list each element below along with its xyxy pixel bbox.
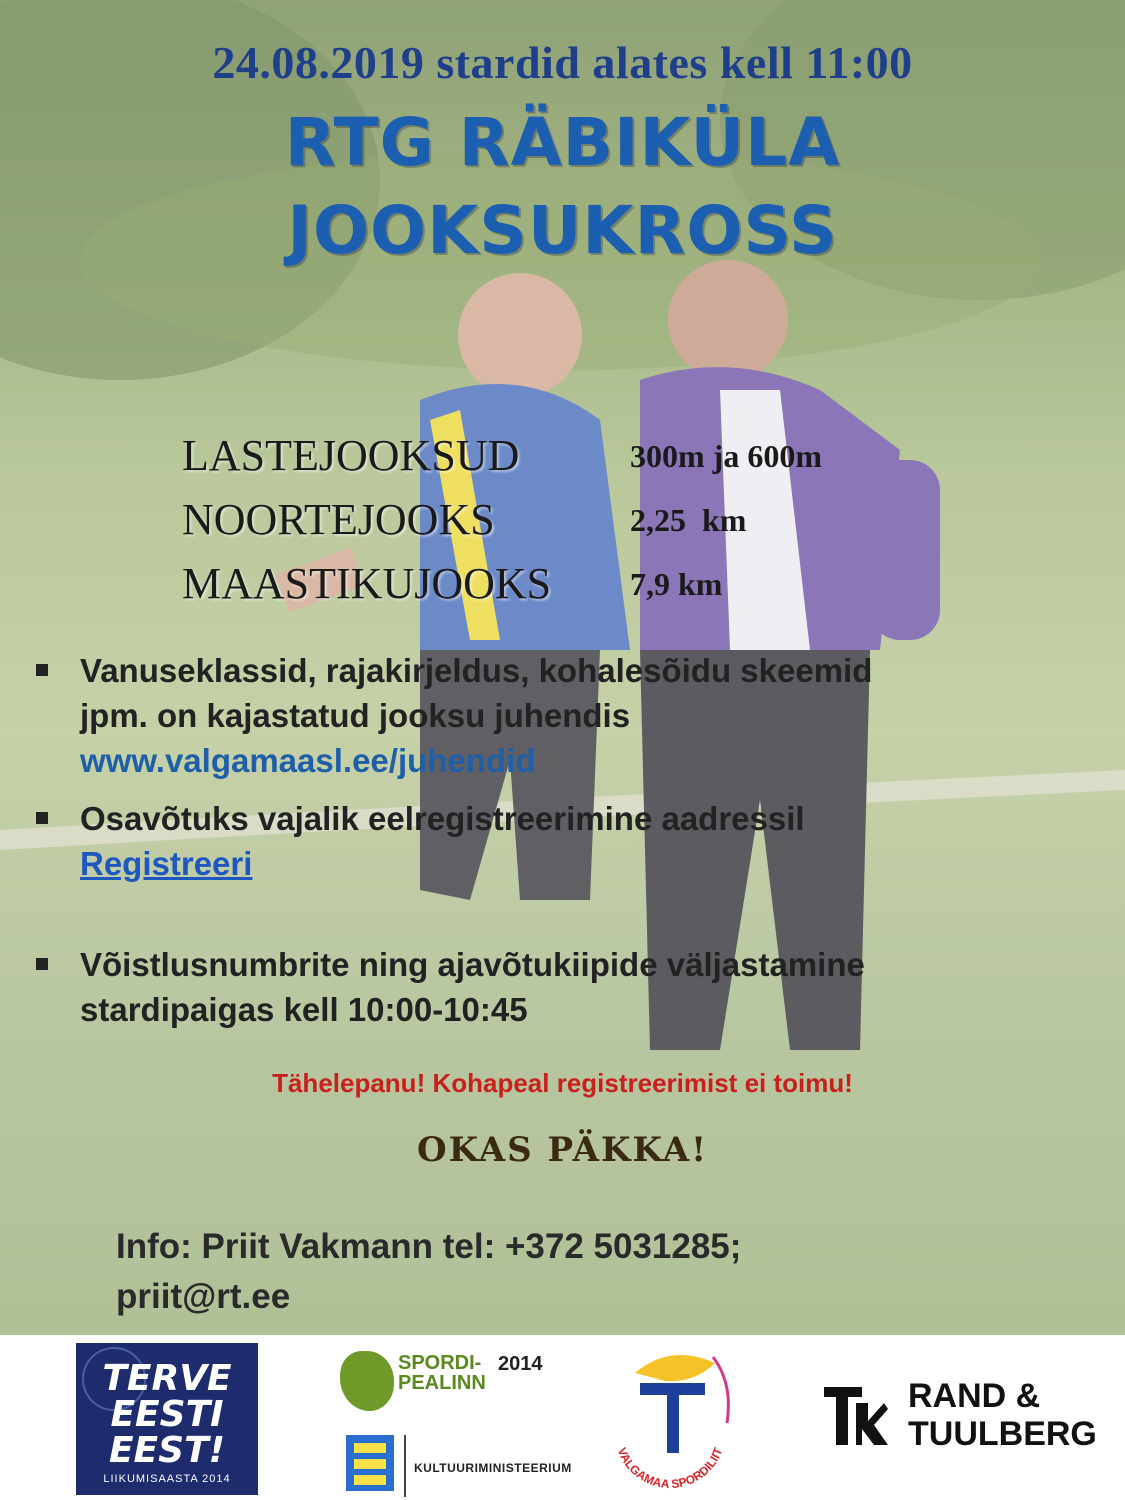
race-distance: 7,9 km (630, 566, 723, 602)
info-bullet-numbers (80, 942, 865, 1032)
sponsor-footer: TERVE EESTI EEST! LIIKUMISAASTA 2014 SPORDI- PEALINN 2014 KULTUURIMINISTEERIUM VALGAMAA SPORDILIIT RAND & TUULBERG (0, 1335, 1125, 1500)
bullet-text: Osavõtuks vajalik eelregistreerimine aadressil (80, 800, 805, 837)
info-bullet-guide (80, 648, 872, 783)
guide-link[interactable]: www.valgamaasl.ee/juhendid (80, 742, 536, 779)
bullet-marker (36, 664, 48, 676)
contact-line: Info: Priit Vakmann tel: +372 5031285; (116, 1227, 742, 1266)
race-name: LASTEJOOKSUD (182, 431, 520, 480)
lions-crest-icon (346, 1435, 394, 1491)
race-distance: 2,25 km (630, 502, 747, 538)
event-date-line: 24.08.2019 stardid alates kell 11:00 (212, 37, 913, 88)
bullet-text: jpm. on kajastatud jooksu juhendis (80, 697, 631, 734)
contact-info (116, 1222, 741, 1322)
valgamaa-spordiliit-logo (595, 1343, 745, 1493)
race-name: MAASTIKUJOOKS (182, 559, 552, 608)
bullet-marker (36, 958, 48, 970)
warning-text: Tähelepanu! Kohapeal registreerimist ei toimu! (272, 1068, 853, 1098)
event-title-line1: RTG RÄBIKÜLA (284, 104, 841, 181)
spordipealinn-logo: SPORDI- PEALINN 2014 (338, 1345, 558, 1417)
runner-figure-icon (340, 1351, 394, 1411)
svg-text:VALGAMAA SPORDILIIT: VALGAMAA SPORDILIIT (614, 1445, 726, 1492)
rt-mark-icon (822, 1383, 888, 1449)
bullet-text: Võistlusnumbrite ning ajavõtukiipide väljastamine (80, 946, 865, 983)
bullet-text: stardipaigas kell 10:00-10:45 (80, 991, 528, 1028)
race-distance: 300m ja 600m (630, 438, 822, 474)
terve-eesti-logo: TERVE EESTI EEST! LIIKUMISAASTA 2014 (76, 1343, 258, 1495)
slogan: OKAS PÄKKA! (416, 1130, 709, 1170)
bullet-marker (36, 812, 48, 824)
register-link[interactable]: Registreeri (80, 845, 253, 882)
event-title-line2: JOOKSUKROSS (287, 192, 838, 269)
bullet-text: Vanuseklassid, rajakirjeldus, kohalesõidu skeemid (80, 652, 873, 689)
info-bullet-registration (80, 796, 805, 886)
contact-email[interactable]: priit@rt.ee (116, 1277, 291, 1316)
race-name: NOORTEJOOKS (182, 495, 495, 544)
